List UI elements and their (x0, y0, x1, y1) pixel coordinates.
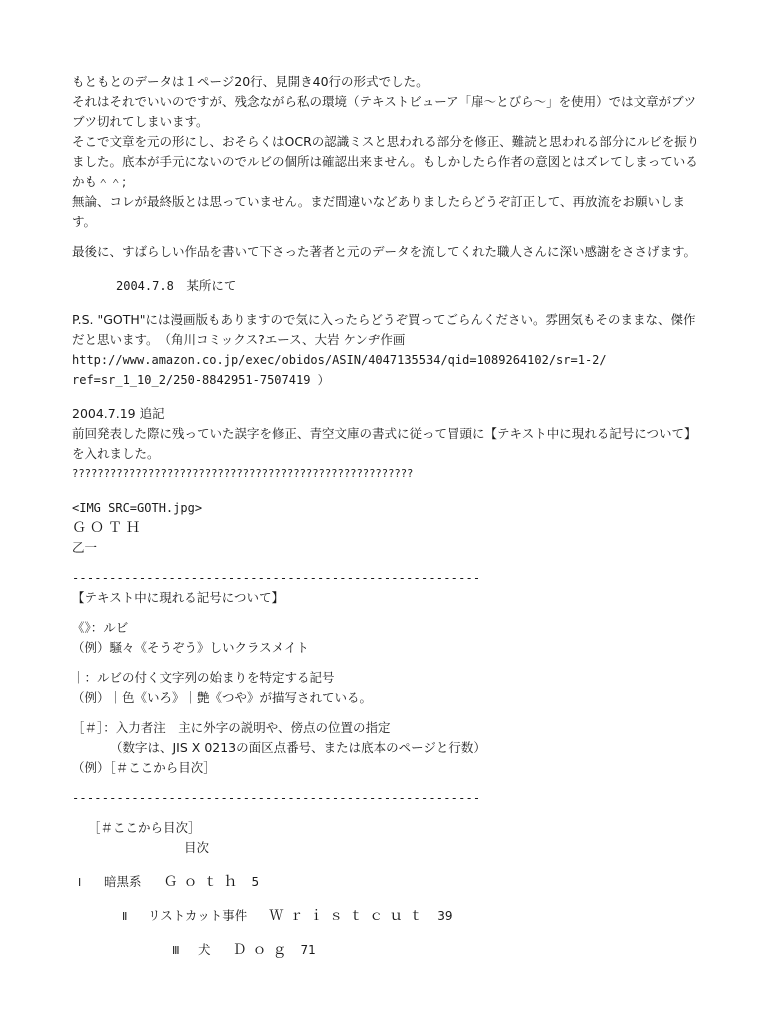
notation-ruby-example: （例）騒々《そうぞう》しいクラスメイト (72, 640, 309, 655)
image-tag: <IMG SRC=GOTH.jpg> (72, 501, 203, 515)
spacer (72, 892, 702, 906)
toc-entry-number: Ⅲ (172, 944, 180, 957)
signature-place: 某所にて (186, 278, 237, 293)
spacer (72, 808, 702, 818)
toc-entry-english: Ｇｏｔｈ (163, 874, 244, 890)
notation-ruby-definition: 《》：ルビ (72, 620, 129, 635)
toc-entry[interactable] (72, 872, 702, 892)
toc-entry-number: Ⅰ (78, 876, 82, 889)
toc-entry-title: リストカット事件 (148, 908, 248, 923)
notation-note-example: （例）［＃ここから目次］ (72, 760, 216, 775)
intro-paragraph-1: もともとのデータは１ページ20行、見開き40行の形式でした。 (72, 74, 429, 89)
toc-entry-page: 39 (437, 909, 453, 923)
spacer (72, 262, 702, 276)
spacer (72, 558, 702, 568)
intro-paragraph-4: 無論、コレが最終版とは思っていません。まだ間違いなどありましたらどうぞ訂正して、再放流をお願いします。 (72, 194, 686, 229)
notation-note-subtext: （数字は、JIS X 0213の面区点番号、または底本のページと行数） (110, 740, 486, 755)
toc-entry-title: 犬 (198, 942, 211, 957)
toc-entry-english: Ｗｒｉｓｔｃｕｔ (269, 908, 430, 924)
spacer (72, 484, 702, 498)
divider-rule: ------------------------------------------------------- (72, 571, 481, 585)
notation-note-definition: ［＃］：入力者注 主に外字の説明や、傍点の位置の指定 (72, 720, 391, 735)
spacer (72, 708, 702, 718)
divider-rule: ------------------------------------------------------- (72, 791, 481, 805)
spacer (72, 858, 702, 872)
addendum-text: 前回発表した際に残っていた誤字を修正、青空文庫の書式に従って冒頭に【テキスト中に現れる記号について】を入れました。 (72, 426, 697, 461)
toc-entry-page: 5 (251, 875, 260, 889)
notation-bar-example: （例）｜色《いろ》｜艶《つや》が描写されている。 (72, 690, 373, 705)
addendum-heading (72, 404, 702, 424)
ps-text: P.S. "GOTH"には漫画版もありますので気に入ったらどうぞ買ってごらんください。雰囲気もそのままな、傑作だと思います。 （角川コミックス?エース、大岩 ケンヂ作画 (72, 312, 696, 347)
intro-paragraph-2: それはそれでいいのですが、残念ながら私の環境（テキストビューア「扉〜とびら〜」を使用）では文章がブツブツ切れてしまいます。 (72, 94, 697, 129)
ps-url-link[interactable]: http://www.amazon.co.jp/exec/obidos/ASIN/4047135534/qid=1089264102/sr=1-2/ (72, 353, 607, 367)
spacer (72, 926, 702, 940)
spacer (72, 778, 702, 788)
addendum-heading-text: 2004.7.19 追記 (72, 406, 165, 421)
spacer (72, 608, 702, 618)
toc-entry-page: 71 (300, 943, 316, 957)
toc-entry-title: 暗黒系 (104, 874, 142, 889)
document-page (72, 72, 702, 960)
spacer (72, 296, 702, 310)
intro-paragraph-3: そこで文章を元の形にし、おそらくはOCRの認識ミスと思われる部分を修正、難読と思われる部分にルビを振りました。底本が手元にないのでルビの個所は確認出来ません。もしかしたら作者の意図とはズレてしまっているかも＾＾; (72, 134, 700, 189)
addendum-question-marks: ?????????????????????????????????????????????????????? (72, 468, 414, 480)
ps-url-continued: ref=sr_1_10_2/250-8842951-7507419 ） (72, 373, 330, 387)
spacer (72, 390, 702, 404)
book-title: ＧＯＴＨ (72, 520, 144, 536)
toc-entry-number: Ⅱ (122, 910, 128, 923)
book-author: 乙一 (72, 540, 98, 555)
toc-entry[interactable] (72, 906, 702, 926)
toc-entry-english: Ｄｏｇ (232, 942, 293, 958)
signature-line (72, 276, 702, 296)
toc-title: 目次 (184, 840, 210, 855)
intro-paragraph-5: 最後に、すばらしい作品を書いて下さった著者と元のデータを流してくれた職人さんに深い感謝をささげます。 (72, 244, 697, 259)
toc-entry[interactable] (72, 940, 702, 960)
spacer (72, 232, 702, 242)
signature-date: 2004.7.8 (116, 279, 174, 293)
spacer (72, 658, 702, 668)
notation-heading: 【テキスト中に現れる記号について】 (72, 590, 285, 605)
toc-marker: ［＃ここから目次］ (88, 820, 201, 835)
notation-bar-definition: ｜：ルビの付く文字列の始まりを特定する記号 (72, 670, 335, 685)
